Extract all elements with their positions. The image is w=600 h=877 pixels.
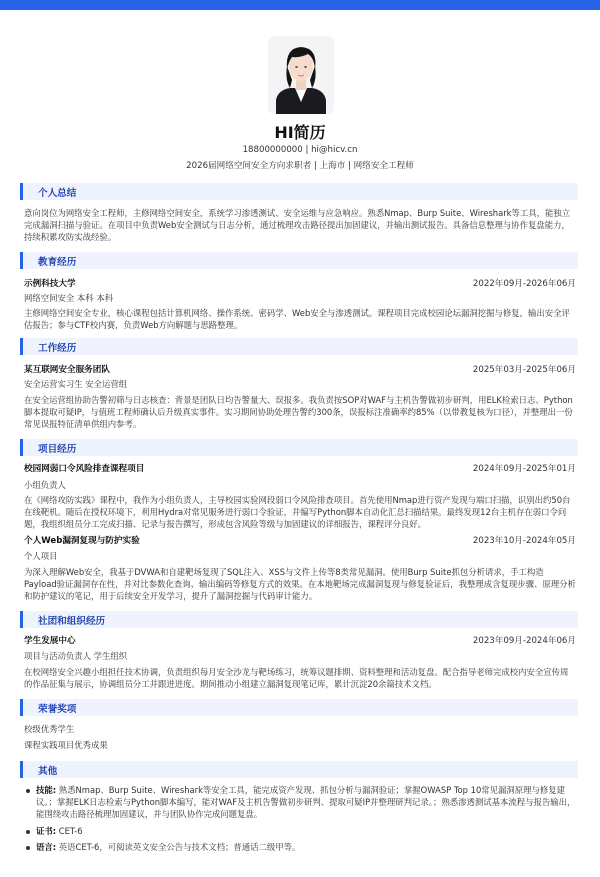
bullet-dot bbox=[26, 846, 30, 850]
bullet-dot bbox=[26, 830, 30, 834]
education-major: 网络空间安全 本科 本科 bbox=[24, 293, 114, 303]
work-date: 2025年03月-2025年06月 bbox=[472, 365, 576, 375]
project-row bbox=[24, 534, 576, 547]
language-text: 英语CET-6，可阅读英文安全公告与技术文档；普通话二级甲等。 bbox=[56, 842, 301, 852]
section-accent bbox=[20, 439, 23, 456]
skills-text: 熟悉Nmap、Burp Suite、Wireshark等安全工具，能完成资产发现、抓包分析与漏洞验证；掌握OWASP Top 10常见漏洞原理与修复建议。；掌握ELK日志检索与Python脚本编写，能对WAF及主机告警做初步研判、提取可疑IP并整理研判记录。；熟悉渗透测试基本流程与报告输出，能围绕攻击路径梳理加固建议，并与团队协作完成问题复盘。 bbox=[36, 785, 576, 820]
section-work-header bbox=[20, 338, 578, 355]
award-item: 校级优秀学生 bbox=[24, 724, 75, 734]
project-date: 2024年09月-2025年01月 bbox=[472, 464, 576, 474]
project-name: 个人Web漏洞复现与防护实验 bbox=[24, 536, 140, 546]
language-item bbox=[24, 841, 576, 853]
section-accent bbox=[20, 338, 23, 355]
campus-date: 2023年09月-2024年06月 bbox=[472, 636, 576, 646]
section-accent bbox=[20, 611, 23, 628]
section-title: 教育经历 bbox=[38, 257, 77, 268]
candidate-name: HI简历 bbox=[274, 123, 326, 142]
campus-row bbox=[24, 634, 576, 647]
project-role: 小组负责人 bbox=[24, 480, 66, 490]
section-others-header bbox=[20, 761, 578, 778]
summary-text: 意向岗位为网络安全工程师，主修网络空间安全，系统学习渗透测试、安全运维与应急响应。熟悉Nmap、Burp Suite、Wireshark等工具，能独立完成漏洞扫描与验证。在项目中负责Web安全测试与日志分析，通过梳理攻击路径提出加固建议，并输出测试报告。具备信息整理与协作复盘能力，持续积累攻防实战经验。 bbox=[24, 208, 571, 243]
section-awards-header bbox=[20, 699, 578, 716]
section-accent bbox=[20, 699, 23, 716]
section-title: 其他 bbox=[38, 766, 58, 777]
project-text: 为深入理解Web安全，我基于DVWA和自建靶场复现了SQL注入、XSS与文件上传等8类常见漏洞。使用Burp Suite抓包分析请求，手工构造Payload验证漏洞存在性，并对比参数化查询、输出编码等修复方式的效果。在本地靶场完成漏洞复现与修复验证后，我整理成含复现步骤、原理分析和防护建议的笔记，用于后续安全开发学习，提升了漏洞挖掘与代码审计能力。 bbox=[24, 567, 576, 602]
skills-item bbox=[24, 784, 576, 821]
section-accent bbox=[20, 761, 23, 778]
section-title: 荣誉奖项 bbox=[38, 704, 77, 715]
education-date: 2022年09月-2026年06月 bbox=[472, 279, 576, 289]
campus-text: 在校网络安全兴趣小组担任技术协调，负责组织每月安全沙龙与靶场练习，统筹议题排期、资料整理和活动复盘。配合指导老师完成校内安全宣传周的作品征集与展示，协调组员分工并跟进进度。期间推动小组建立漏洞复现笔记库，累计沉淀20余篇技术文档。 bbox=[24, 667, 569, 690]
section-title: 项目经历 bbox=[38, 444, 77, 455]
project-name: 校园网弱口令风险排查课程项目 bbox=[24, 464, 145, 474]
cert-text: CET-6 bbox=[56, 826, 83, 836]
company-name: 某互联网安全服务团队 bbox=[24, 365, 110, 375]
skills-label: 技能: bbox=[36, 785, 57, 795]
campus-role: 项目与活动负责人 学生组织 bbox=[24, 651, 128, 661]
section-title: 工作经历 bbox=[38, 343, 77, 354]
section-projects-header bbox=[20, 439, 578, 456]
top-accent-bar bbox=[0, 0, 600, 10]
work-text: 在安全运营组协助告警初筛与日志核查：背景是团队日均告警量大、误报多。我负责按SOP对WAF与主机告警做初步研判，用ELK检索日志、Python脚本提取可疑IP，与值班工程师确认后升级真实事件。实习期间协助处理告警约300条，误报标注准确率约85%（以带教复核为口径），并整理出一份常见误报特征清单供组内参考。 bbox=[24, 395, 573, 430]
project-text: 在《网络攻防实践》课程中，我作为小组负责人，主导校园实验网段弱口令风险排查项目。首先使用Nmap进行资产发现与端口扫描，识别出约50台在线靶机。随后在授权环境下，利用Hydra对常见服务进行弱口令验证，并编写Python脚本自动化汇总扫描结果。最终发现12台主机存在弱口令问题，我组织组员分工完成扫描、记录与报告撰写，形成包含风险等级与加固建议的详细报告，课程评分良好。 bbox=[24, 495, 571, 530]
project-date: 2023年10月-2024年05月 bbox=[472, 536, 576, 546]
contact-line: 18800000000 | hi@hicv.cn bbox=[242, 145, 358, 155]
section-accent bbox=[20, 252, 23, 269]
work-role: 安全运营实习生 安全运营组 bbox=[24, 379, 128, 389]
section-campus-header bbox=[20, 611, 578, 628]
award-item: 课程实践项目优秀成果 bbox=[24, 740, 108, 750]
intent-line: 2026届网络空间安全方向求职者 | 上海市 | 网络安全工程师 bbox=[186, 161, 414, 171]
org-name: 学生发展中心 bbox=[24, 636, 76, 646]
bullet-dot bbox=[26, 789, 30, 793]
profile-photo bbox=[268, 36, 334, 114]
section-summary-header bbox=[20, 183, 578, 200]
school-name: 示例科技大学 bbox=[24, 279, 76, 289]
section-accent bbox=[20, 183, 23, 200]
project-row bbox=[24, 462, 576, 475]
section-title: 社团和组织经历 bbox=[38, 616, 106, 627]
cert-label: 证书: bbox=[36, 826, 57, 836]
project-role: 个人项目 bbox=[24, 551, 58, 561]
section-education-header bbox=[20, 252, 578, 269]
language-label: 语言: bbox=[36, 842, 57, 852]
cert-item bbox=[24, 825, 576, 837]
work-row bbox=[24, 363, 576, 376]
education-text: 主修网络空间安全专业，核心课程包括计算机网络、操作系统、密码学、Web安全与渗透测试。课程项目完成校园论坛漏洞挖掘与修复，输出安全评估报告；参与CTF校内赛，负责Web方向解题与思路整理。 bbox=[24, 308, 570, 331]
education-row bbox=[24, 277, 576, 290]
section-title: 个人总结 bbox=[38, 188, 77, 199]
